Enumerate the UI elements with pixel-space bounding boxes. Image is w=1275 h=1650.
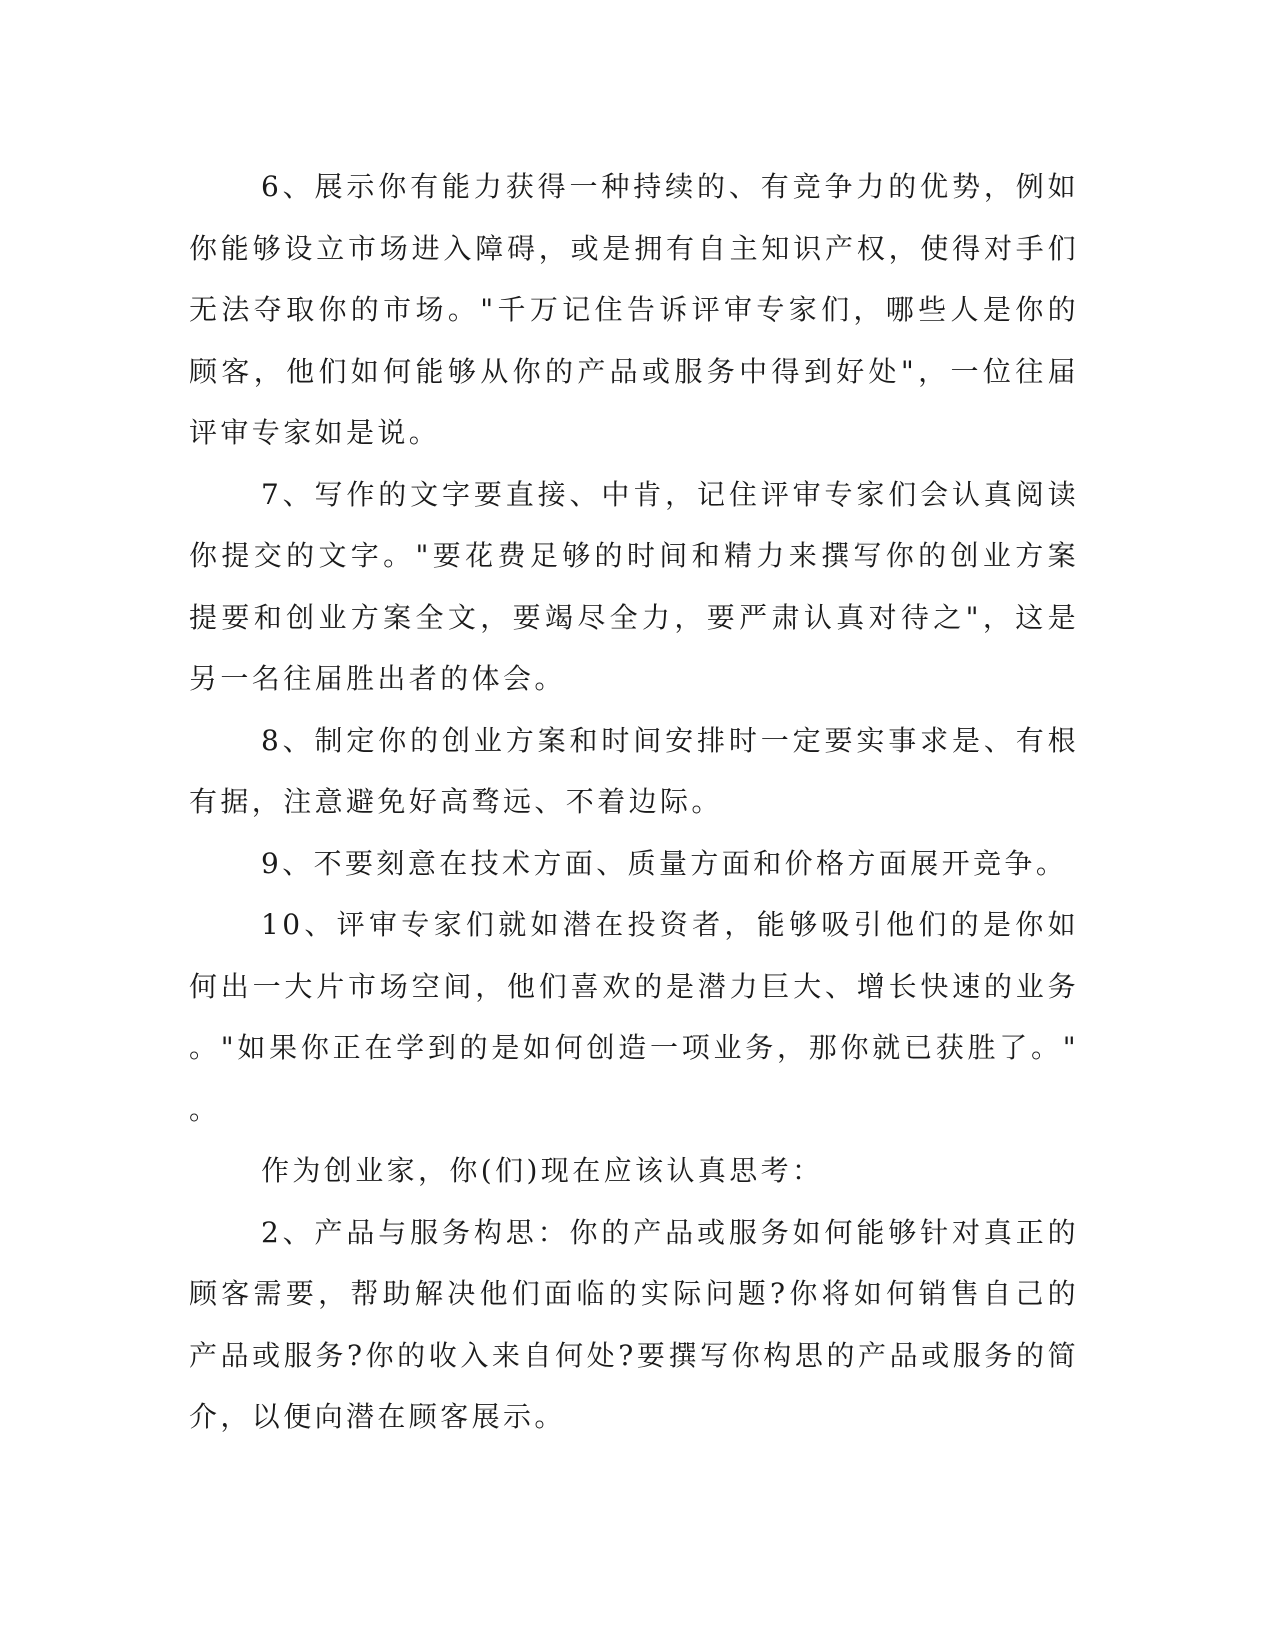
- paragraph-7-writing-style: 7、写作的文字要直接、中肯，记住评审专家们会认真阅读你提交的文字。"要花费足够的时间和精力来撰写你的创业方案提要和创业方案全文，要竭尽全力，要严肃认真对待之"，这是另一名往届胜出者的体会。: [189, 477, 1079, 695]
- document-body: [189, 156, 1079, 1448]
- paragraph-6-competitive-advantage: 6、展示你有能力获得一种持续的、有竞争力的优势，例如你能够设立市场进入障碍，或是拥有自主知识产权，使得对手们无法夺取你的市场。"千万记住告诉评审专家们，哪些人是你的顾客，他们如何能够从你的产品或服务中得到好处"，一位往届评审专家如是说。: [189, 170, 1079, 449]
- paragraph-think-as-entrepreneur: 作为创业家，你(们)现在应该认真思考：: [261, 1154, 824, 1187]
- paragraph-2-product-service-idea: 2、产品与服务构思：你的产品或服务如何能够针对真正的顾客需要，帮助解决他们面临的实际问题?你将如何销售自己的产品或服务?你的收入来自何处?要撰写你构思的产品或服务的简介，以便向潜在顾客展示。: [189, 1215, 1079, 1433]
- paragraph-8-realistic-plan: 8、制定你的创业方案和时间安排时一定要实事求是、有根有据，注意避免好高骛远、不着边际。: [189, 723, 1079, 818]
- paragraph-9-avoid-competition: 9、不要刻意在技术方面、质量方面和价格方面展开竞争。: [261, 846, 1068, 880]
- paragraph-10-market-space: 10、评审专家们就如潜在投资者，能够吸引他们的是你如何出一大片市场空间，他们喜欢的是潜力巨大、增长快速的业务。"如果你正在学到的是如何创造一项业务，那你就已获胜了。"。: [189, 908, 1079, 1126]
